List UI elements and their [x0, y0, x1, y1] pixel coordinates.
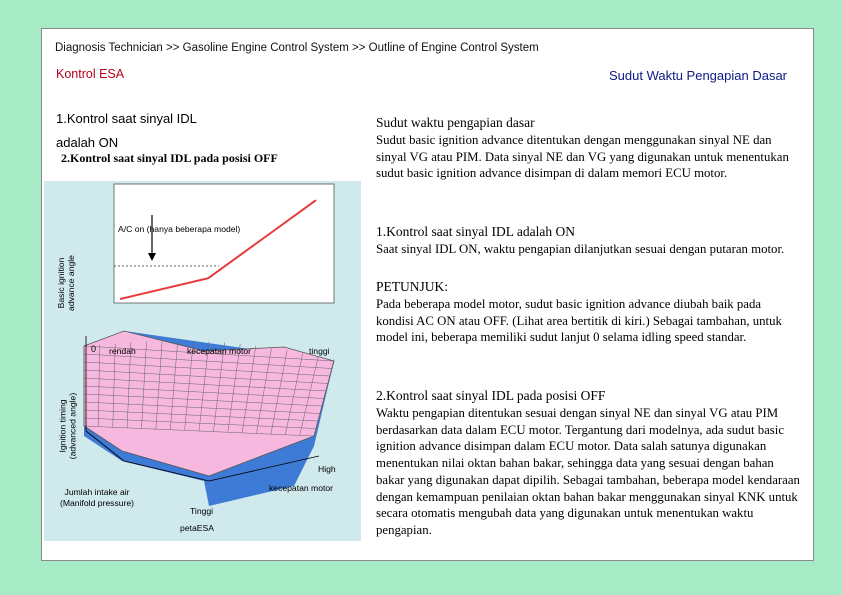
chart-plot-area	[114, 184, 334, 303]
esa-map-surface	[84, 331, 334, 506]
figure-panel	[44, 181, 361, 541]
right-paragraph-1: Sudut basic ignition advance ditentukan dengan menggunakan sinyal NE dan sinyal VG atau PIM. Data sinyal NE dan VG yang digunakan untuk menentukan sudut basic ignition advance disimpan di dalam memori ECU motor.	[376, 133, 789, 181]
left-heading-2: 2.Kontrol saat sinyal IDL pada posisi OFF	[61, 151, 278, 165]
map-high-label: High	[318, 464, 336, 474]
page-subtitle: Sudut Waktu Pengapian Dasar	[608, 68, 787, 83]
map-tinggi-label: Tinggi	[190, 506, 214, 516]
right-heading-2: 1.Kontrol saat sinyal IDL adalah ON	[376, 224, 575, 239]
map-air-label	[60, 487, 134, 509]
map-speed-label: kecepatan motor	[269, 483, 334, 493]
right-heading-4: 2.Kontrol saat sinyal IDL pada posisi OFF	[376, 388, 606, 403]
map-air-line2: (Manifold pressure)	[60, 498, 135, 508]
top-chart-ylabel	[36, 233, 91, 323]
right-heading-1: Sudut waktu pengapian dasar	[376, 115, 535, 130]
left-heading-1: 1.Kontrol saat sinyal IDL	[56, 111, 197, 126]
right-paragraph-3: Pada beberapa model motor, sudut basic ignition advance diubah baik pada kondisi AC ON atau OFF. (Lihat area bertitik di kiri.) Sebagai tambahan, untuk model ini, beberapa memiliki sudut lanjut 0 selama idling speed standar.	[376, 297, 782, 345]
top-ylabel-line1: Basic ignition	[56, 257, 66, 309]
map-caption: petaESA	[180, 523, 214, 533]
right-paragraph-2: Saat sinyal IDL ON, waktu pengapian dilanjutkan sesuai dengan putaran motor.	[376, 242, 785, 256]
x-high-label: tinggi	[309, 346, 330, 356]
map-ylabel	[24, 392, 104, 460]
x-mid-label: kecepatan motor	[187, 346, 252, 356]
ac-on-annotation: A/C on (hanya beberapa model)	[118, 224, 241, 234]
origin-label: 0	[91, 344, 97, 354]
right-heading-3: PETUNJUK:	[376, 279, 449, 294]
slide	[41, 28, 814, 561]
right-paragraph-4: Waktu pengapian ditentukan sesuai dengan sinyal NE dan sinyal VG atau PIM berdasarkan data dalam ECU motor. Tergantung dari modelnya, ada sudut basic ignition advance disimpan dalam ECU motor. Data salah satunya digunakan menentukan nilai oktan bahan bakar, sehingga data yang sesuai dengan bahan bakar yang digunakan dapat dipilih. Sebagai tambahan, beberapa model kendaraan dengan kemampuan penilaian oktan bahan bakar menggunakan sinyal KNK untuk secara otomatis mengubah data yang digunakan untuk menentukan waktu pengapian.	[376, 406, 800, 537]
section-title: Kontrol ESA	[56, 67, 125, 81]
top-ylabel-line2: advance angle	[66, 255, 76, 311]
left-heading-1-cont: adalah ON	[56, 135, 119, 150]
x-low-label: rendah	[109, 346, 136, 356]
map-ylabel-line1: Ignition timing	[57, 399, 68, 453]
map-ylabel-line2: (advanced angle)	[67, 392, 78, 460]
breadcrumb: Diagnosis Technician >> Gasoline Engine Control System >> Outline of Engine Control System	[55, 42, 539, 54]
map-air-line1: Jumlah intake air	[64, 487, 130, 497]
